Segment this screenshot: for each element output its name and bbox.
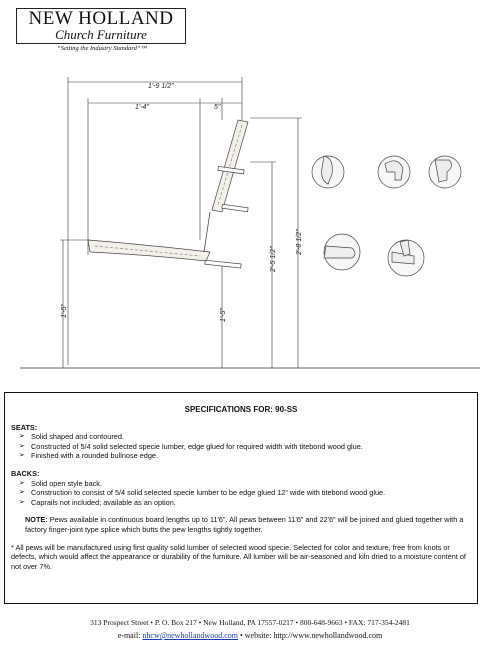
list-item: ➢ Solid shaped and contoured. — [19, 432, 477, 442]
list-item: ➢ Constructed of 5/4 solid selected specie lumber, edge glued for required width with titebond wood glue. — [19, 442, 477, 452]
email-label: e-mail: — [117, 631, 141, 640]
profile-detail-joint — [388, 240, 424, 276]
dim-back-offset: 5" — [214, 104, 221, 111]
dim-seat-depth: 1'-4" — [135, 104, 149, 111]
seats-heading: SEATS: — [11, 422, 38, 432]
footer-address: 313 Prospect Street • P. O. Box 217 • New Holland, PA 17557-0217 • 800-648-9663 • FAX: 717-354-2481 — [90, 618, 410, 627]
footer-contact — [0, 631, 500, 640]
list-item: ➢ Caprails not included; available as an option. — [19, 498, 477, 508]
logo-subtitle: Church Furniture — [55, 27, 147, 42]
note-paragraph — [25, 515, 469, 534]
website-label: • website: — [239, 631, 272, 640]
company-logo — [16, 8, 186, 44]
profile-detail-bullnose — [378, 156, 410, 188]
note-text: Pews available in continuous board lengths up to 11'6”. All pews between 11'6” and 22'6” will be joined and glued together with a factory finger-joint type splice which butts the pew lengths tightly together. — [25, 515, 464, 534]
profile-detail-round — [312, 156, 344, 188]
dim-overall-depth: 1'-9 1/2" — [148, 83, 174, 90]
note-label: NOTE: — [25, 515, 48, 525]
dim-seat-height-front: 1'-5" — [61, 304, 68, 318]
email-link[interactable]: nhcw@newhollandwood.com — [142, 631, 238, 640]
pew-back — [212, 120, 248, 212]
pew-seat — [88, 240, 210, 261]
pew-section-drawing — [0, 60, 500, 380]
website-link[interactable]: http://www.newhollandwood.com — [273, 631, 383, 640]
spec-title: SPECIFICATIONS FOR: 90-SS — [184, 405, 298, 414]
backs-list — [5, 479, 477, 508]
backs-heading: BACKS: — [11, 468, 40, 478]
profile-detail-cove — [429, 156, 461, 188]
logo-tagline: “Setting the Industry Standard”™ — [57, 45, 147, 52]
profile-detail-seat-edge — [324, 234, 360, 270]
list-item: ➢ Solid open style back. — [19, 479, 477, 489]
lumber-paragraph: * All pews will be manufactured using first quality solid lumber of selected wood specie. Selected for color and texture, free from knots or defects, which would affect the appearance or durability of the furniture. All lumber will be air-seasoned and kiln dried to a moisture content of not over 7%. — [11, 542, 466, 571]
list-item: ➢ Finished with a rounded bullnose edge. — [19, 451, 477, 461]
specifications-box — [4, 392, 478, 604]
list-item: ➢ Construction to consist of 5/4 solid selected specie lumber to be edge glued 12” wide with titebond wood glue. — [19, 488, 477, 498]
dim-seat-height-rear: 1'-5" — [220, 308, 227, 322]
dim-total-height: 2'-8 1/2" — [296, 229, 303, 255]
seats-list — [5, 432, 477, 461]
logo-name: NEW HOLLAND — [28, 8, 174, 29]
dim-back-height: 2'-5 1/2" — [270, 246, 277, 272]
